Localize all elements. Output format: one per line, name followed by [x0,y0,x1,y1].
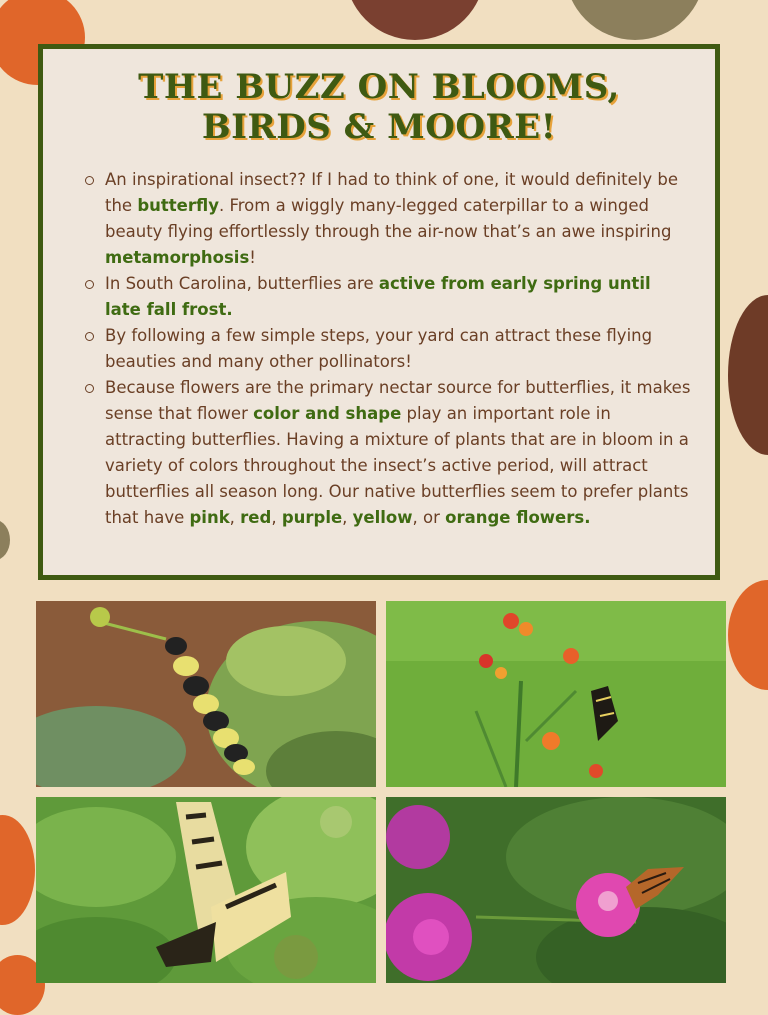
fact-item [105,167,691,271]
tiger-swallowtail-photo [36,797,376,983]
fact-text: , [271,508,282,527]
fact-text: , [229,508,241,527]
caterpillar-photo [36,601,376,787]
decor-flower-orange-left [0,815,35,925]
fact-item [105,375,691,531]
swallowtail-on-milkweed-photo [386,601,726,787]
fact-text: play an important role in attracting butterflies. Having a mixture of plants that are in bloom in a variety of colors throughout the insect’s active period, will attract butterflies all season long. Our native butterflies seem to prefer plants that have [105,404,689,527]
butterfly-on-zinnia-photo [386,797,726,983]
highlighted-text: active from early spring until late fall frost. [105,274,651,319]
fact-item [105,323,691,375]
fact-text: By following a few simple steps, your yard can attract these flying beauties and many other pollinators! [105,326,653,371]
fact-text: , or [412,508,446,527]
decor-flower-olive-left [0,520,10,560]
highlighted-text: yellow [352,508,413,527]
facts-list [43,167,715,531]
fact-text: , [342,508,353,527]
title-line-2: BIRDS & MOORE! [201,107,557,147]
fact-text: . From a wiggly many-legged caterpillar to a winged beauty flying effortlessly through the air-now that’s an awe inspiring [105,196,672,241]
decor-flower-brown-right [728,295,768,455]
highlighted-text: color and shape [253,404,402,423]
highlighted-text: pink [189,508,230,527]
fact-item [105,271,691,323]
highlighted-text: metamorphosis [105,248,250,267]
info-card [38,44,720,580]
decor-flower-olive-top-right [565,0,705,40]
highlighted-text: red [240,508,272,527]
highlighted-text: purple [281,508,343,527]
fact-text: Because flowers are the primary nectar source for butterflies, it makes sense that flower [105,378,691,423]
highlighted-text: orange flowers. [445,508,591,527]
decor-flower-brown-top [345,0,485,40]
highlighted-text: butterfly [137,196,219,215]
page-title [43,67,715,147]
decor-flower-orange-right [728,580,768,690]
fact-text: ! [249,248,256,267]
fact-text: An inspirational insect?? If I had to think of one, it would definitely be the [105,170,679,215]
fact-text: In South Carolina, butterflies are [105,274,379,293]
title-line-1: THE BUZZ ON BLOOMS, [138,67,620,107]
